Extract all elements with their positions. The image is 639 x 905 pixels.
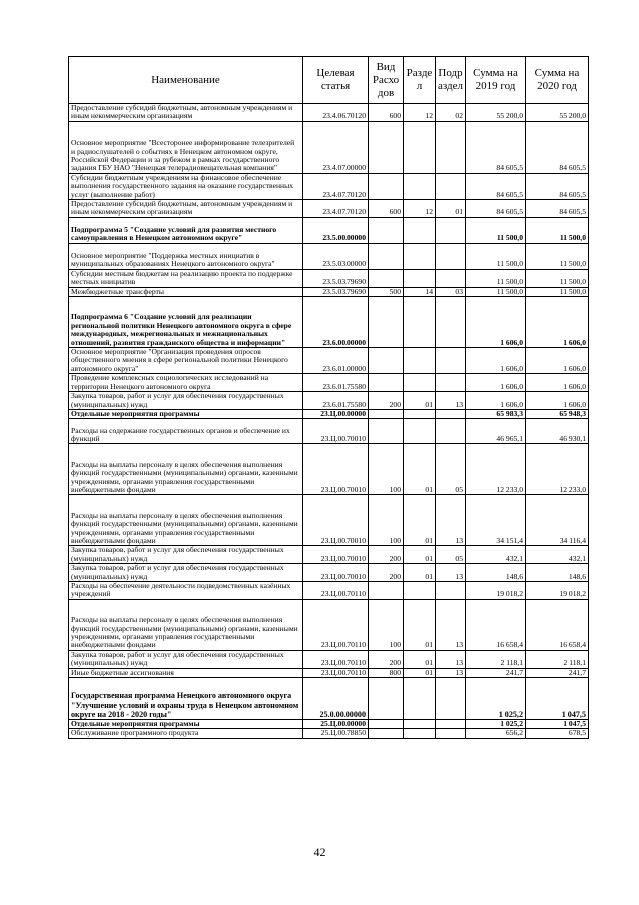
row-sum-2019: 65 983,3	[466, 409, 526, 418]
row-subsection	[436, 121, 466, 173]
header-target-article: Целевая статья	[303, 57, 369, 104]
row-name: Расходы на содержание государственных органов и обеспечение их функций	[69, 419, 303, 444]
row-target-article: 23.6.01.75580	[303, 374, 369, 392]
row-expense-type	[369, 374, 404, 392]
header-section: Разде л	[404, 57, 436, 104]
row-sum-2019: 1 606,0	[466, 374, 526, 392]
row-expense-type: 800	[369, 668, 404, 677]
table-row	[69, 546, 589, 564]
row-expense-type	[369, 269, 404, 287]
row-section: 01	[404, 392, 436, 410]
row-sum-2019: 241,7	[466, 668, 526, 677]
row-subsection: 03	[436, 287, 466, 296]
row-target-article: 25.Ц.00.78850	[303, 729, 369, 738]
row-section	[404, 409, 436, 418]
row-expense-type: 600	[369, 104, 404, 122]
row-sum-2019: 432,1	[466, 546, 526, 564]
row-subsection: 13	[436, 392, 466, 410]
table-row	[69, 650, 589, 668]
row-section	[404, 729, 436, 738]
row-section: 12	[404, 104, 436, 122]
row-target-article: 23.6.01.75580	[303, 392, 369, 410]
row-target-article: 23.Ц.00.70010	[303, 495, 369, 546]
row-expense-type: 200	[369, 546, 404, 564]
row-sum-2019: 11 500,0	[466, 243, 526, 269]
table-body	[69, 104, 589, 739]
table-row	[69, 243, 589, 269]
table-row	[69, 392, 589, 410]
row-sum-2019: 16 658,4	[466, 599, 526, 650]
row-target-article: 23.5.03.79690	[303, 287, 369, 296]
row-sum-2020: 1 606,0	[526, 348, 589, 374]
row-target-article: 25.Ц.00.00000	[303, 719, 369, 728]
row-name: Закупка товаров, работ и услуг для обеспечения государственных (муниципальных) нужд	[69, 650, 303, 668]
row-target-article: 23.5.03.00000	[303, 243, 369, 269]
row-sum-2019: 1 606,0	[466, 297, 526, 348]
row-subsection	[436, 581, 466, 599]
row-expense-type: 200	[369, 392, 404, 410]
table-row	[69, 409, 589, 418]
row-target-article: 23.Ц.00.70110	[303, 599, 369, 650]
row-sum-2019: 34 151,4	[466, 495, 526, 546]
table-row	[69, 677, 589, 719]
row-section: 01	[404, 546, 436, 564]
row-subsection: 01	[436, 200, 466, 218]
row-name: Обслуживание программного продукта	[69, 729, 303, 738]
row-subsection: 05	[436, 444, 466, 495]
table-row	[69, 104, 589, 122]
row-target-article: 23.4.07.70120	[303, 173, 369, 199]
row-subsection: 13	[436, 599, 466, 650]
table-row	[69, 668, 589, 677]
row-section	[404, 173, 436, 199]
row-subsection	[436, 348, 466, 374]
page-number: 42	[313, 845, 326, 859]
row-target-article: 25.0.00.00000	[303, 677, 369, 719]
row-sum-2019: 656,2	[466, 729, 526, 738]
row-section: 01	[404, 599, 436, 650]
table-row	[69, 599, 589, 650]
row-sum-2020: 678,5	[526, 729, 589, 738]
row-expense-type	[369, 217, 404, 243]
table-row	[69, 200, 589, 218]
header-name: Наименование	[69, 57, 303, 104]
row-target-article: 23.6.01.00000	[303, 348, 369, 374]
row-expense-type	[369, 719, 404, 728]
row-target-article: 23.Ц.00.70110	[303, 581, 369, 599]
row-sum-2019: 55 200,0	[466, 104, 526, 122]
row-target-article: 23.5.00.00000	[303, 217, 369, 243]
row-expense-type: 200	[369, 650, 404, 668]
table-row	[69, 348, 589, 374]
row-sum-2019: 12 233,0	[466, 444, 526, 495]
row-subsection	[436, 719, 466, 728]
row-sum-2020: 55 200,0	[526, 104, 589, 122]
row-expense-type	[369, 729, 404, 738]
row-sum-2020: 241,7	[526, 668, 589, 677]
header-subsection: Подр аздел	[436, 57, 466, 104]
row-sum-2019: 46 965,1	[466, 419, 526, 444]
row-section	[404, 269, 436, 287]
row-section: 14	[404, 287, 436, 296]
row-sum-2020: 1 606,0	[526, 297, 589, 348]
row-name: Расходы на выплаты персоналу в целях обеспечения выполнения функций государственными (муниципальными) органами, казенными учреждениями, органами управления государственными внебюджетными фондами	[69, 495, 303, 546]
row-target-article: 23.Ц.00.70010	[303, 444, 369, 495]
row-section	[404, 121, 436, 173]
row-name: Подпрограмма 6 "Создание условий для реализации региональной политики Ненецкого автономного округа в сфере международных, межрегиональных и межнациональных отношений, развития гражданского общества и информации"	[69, 297, 303, 348]
row-name: Предоставление субсидий бюджетным, автономным учреждениям и иным некоммерческим организациям	[69, 200, 303, 218]
row-name: Подпрограмма 5 "Создание условий для развития местного самоуправления в Ненецком автономном округе"	[69, 217, 303, 243]
row-sum-2020: 19 018,2	[526, 581, 589, 599]
row-sum-2019: 2 118,1	[466, 650, 526, 668]
table-row	[69, 564, 589, 582]
table-row	[69, 581, 589, 599]
table-row	[69, 121, 589, 173]
row-expense-type: 600	[369, 200, 404, 218]
row-subsection	[436, 729, 466, 738]
table-row	[69, 374, 589, 392]
table-row	[69, 269, 589, 287]
row-expense-type: 100	[369, 444, 404, 495]
row-name: Отдельные мероприятия программы	[69, 409, 303, 418]
header-sum-2019: Сумма на 2019 год	[466, 57, 526, 104]
row-expense-type	[369, 243, 404, 269]
table-row	[69, 444, 589, 495]
row-sum-2020: 1 047,5	[526, 677, 589, 719]
row-sum-2019: 84 605,5	[466, 200, 526, 218]
row-name: Предоставление субсидий бюджетным, автономным учреждениям и иным некоммерческим организациям	[69, 104, 303, 122]
row-sum-2020: 65 948,3	[526, 409, 589, 418]
row-subsection	[436, 173, 466, 199]
row-expense-type	[369, 677, 404, 719]
row-target-article: 23.Ц.00.70110	[303, 668, 369, 677]
row-section	[404, 374, 436, 392]
row-sum-2020: 1 606,0	[526, 374, 589, 392]
row-sum-2020: 11 500,0	[526, 269, 589, 287]
row-section	[404, 719, 436, 728]
row-sum-2019: 84 605,5	[466, 173, 526, 199]
row-name: Государственная программа Ненецкого автономного округа "Улучшение условий и охраны труда в Ненецком автономном округе на 2018 - 2020 годы"	[69, 677, 303, 719]
row-subsection: 13	[436, 564, 466, 582]
row-expense-type	[369, 419, 404, 444]
row-sum-2020: 84 605,5	[526, 200, 589, 218]
row-target-article: 23.5.03.79690	[303, 269, 369, 287]
row-sum-2019: 84 605,5	[466, 121, 526, 173]
row-name: Расходы на обеспечение деятельности подведомственных казённых учреждений	[69, 581, 303, 599]
row-sum-2020: 11 500,0	[526, 217, 589, 243]
header-sum-2020: Сумма на 2020 год	[526, 57, 589, 104]
row-subsection	[436, 419, 466, 444]
row-name: Проведение комплексных социологических исследований на территории Ненецкого автономного округа	[69, 374, 303, 392]
row-expense-type	[369, 173, 404, 199]
row-target-article: 23.Ц.00.00000	[303, 409, 369, 418]
row-subsection	[436, 409, 466, 418]
row-subsection	[436, 297, 466, 348]
row-sum-2019: 148,6	[466, 564, 526, 582]
row-name: Иные бюджетные ассигнования	[69, 668, 303, 677]
row-sum-2020: 2 118,1	[526, 650, 589, 668]
row-section	[404, 677, 436, 719]
row-sum-2020: 16 658,4	[526, 599, 589, 650]
row-name: Расходы на выплаты персоналу в целях обеспечения выполнения функций государственными (муниципальными) органами, казенными учреждениями, органами управления государственными внебюджетными фондами	[69, 444, 303, 495]
row-subsection	[436, 374, 466, 392]
row-subsection	[436, 217, 466, 243]
header-expense-type: Вид Расхо дов	[369, 57, 404, 104]
row-target-article: 23.6.00.00000	[303, 297, 369, 348]
table-row	[69, 719, 589, 728]
row-section: 12	[404, 200, 436, 218]
row-section	[404, 217, 436, 243]
row-expense-type: 200	[369, 564, 404, 582]
row-sum-2020: 84 605,5	[526, 173, 589, 199]
row-target-article: 23.4.07.70120	[303, 200, 369, 218]
row-sum-2019: 19 018,2	[466, 581, 526, 599]
row-section	[404, 581, 436, 599]
table-row	[69, 729, 589, 738]
row-name: Расходы на выплаты персоналу в целях обеспечения выполнения функций государственными (муниципальными) органами, казенными учреждениями, органами управления государственными внебюджетными фондами	[69, 599, 303, 650]
row-section: 01	[404, 650, 436, 668]
row-target-article: 23.Ц.00.70110	[303, 650, 369, 668]
budget-table	[68, 56, 589, 739]
row-subsection	[436, 269, 466, 287]
row-name: Отдельные мероприятия программы	[69, 719, 303, 728]
row-name: Межбюджетные трансферты	[69, 287, 303, 296]
row-sum-2019: 1 025,2	[466, 677, 526, 719]
row-sum-2020: 148,6	[526, 564, 589, 582]
row-section: 01	[404, 444, 436, 495]
row-sum-2020: 34 116,4	[526, 495, 589, 546]
row-sum-2020: 1 606,0	[526, 392, 589, 410]
row-name: Основное мероприятие "Организация проведения опросов общественного мнения в сфере региональной политики Ненецкого автономного округа"	[69, 348, 303, 374]
row-expense-type	[369, 348, 404, 374]
row-expense-type	[369, 121, 404, 173]
row-sum-2019: 11 500,0	[466, 287, 526, 296]
row-expense-type	[369, 581, 404, 599]
row-section	[404, 419, 436, 444]
row-sum-2020: 12 233,0	[526, 444, 589, 495]
row-section	[404, 348, 436, 374]
row-name: Субсидии бюджетным учреждениям на финансовое обеспечение выполнения государственного задания на оказание государственных услуг (выполнение работ)	[69, 173, 303, 199]
row-subsection: 13	[436, 668, 466, 677]
row-sum-2020: 11 500,0	[526, 243, 589, 269]
row-expense-type: 500	[369, 287, 404, 296]
row-name: Субсидии местным бюджетам на реализацию проекта по поддержке местных инициатив	[69, 269, 303, 287]
row-section: 01	[404, 564, 436, 582]
table-row	[69, 287, 589, 296]
row-sum-2020: 432,1	[526, 546, 589, 564]
row-sum-2019: 11 500,0	[466, 269, 526, 287]
row-section: 01	[404, 495, 436, 546]
row-subsection: 02	[436, 104, 466, 122]
row-section: 01	[404, 668, 436, 677]
row-subsection: 13	[436, 495, 466, 546]
row-section	[404, 243, 436, 269]
row-sum-2019: 1 606,0	[466, 348, 526, 374]
row-expense-type: 100	[369, 599, 404, 650]
row-sum-2019: 11 500,0	[466, 217, 526, 243]
row-sum-2020: 11 500,0	[526, 287, 589, 296]
row-name: Закупка товаров, работ и услуг для обеспечения государственных (муниципальных) нужд	[69, 546, 303, 564]
row-expense-type: 100	[369, 495, 404, 546]
row-subsection: 13	[436, 650, 466, 668]
row-name: Закупка товаров, работ и услуг для обеспечения государственных (муниципальных) нужд	[69, 564, 303, 582]
table-header-row	[69, 57, 589, 104]
row-sum-2019: 1 606,0	[466, 392, 526, 410]
row-subsection: 05	[436, 546, 466, 564]
table-row	[69, 217, 589, 243]
row-section	[404, 297, 436, 348]
table-row	[69, 173, 589, 199]
row-subsection	[436, 243, 466, 269]
row-target-article: 23.4.06.70120	[303, 104, 369, 122]
row-subsection	[436, 677, 466, 719]
table-row	[69, 495, 589, 546]
table-row	[69, 297, 589, 348]
row-sum-2020: 46 930,1	[526, 419, 589, 444]
row-target-article: 23.Ц.00.70010	[303, 546, 369, 564]
row-target-article: 23.4.07.00000	[303, 121, 369, 173]
row-expense-type	[369, 409, 404, 418]
row-sum-2020: 84 605,5	[526, 121, 589, 173]
row-sum-2020: 1 047,5	[526, 719, 589, 728]
row-name: Основное мероприятие "Всесторонее информирование телезрителей и радиослушателей о событиях в Ненецком автономном округе, Российской Федерации и за рубежом в рамках государственного задания ГБУ НАО "Ненецкая телерадиовещательная компания"	[69, 121, 303, 173]
table-row	[69, 419, 589, 444]
row-sum-2019: 1 025,2	[466, 719, 526, 728]
row-target-article: 23.Ц.00.70010	[303, 419, 369, 444]
row-name: Основное мероприятие "Поддержка местных инициатив в муниципальных образованиях Ненецкого автономного округа"	[69, 243, 303, 269]
row-expense-type	[369, 297, 404, 348]
row-name: Закупка товаров, работ и услуг для обеспечения государственных (муниципальных) нужд	[69, 392, 303, 410]
row-target-article: 23.Ц.00.70010	[303, 564, 369, 582]
